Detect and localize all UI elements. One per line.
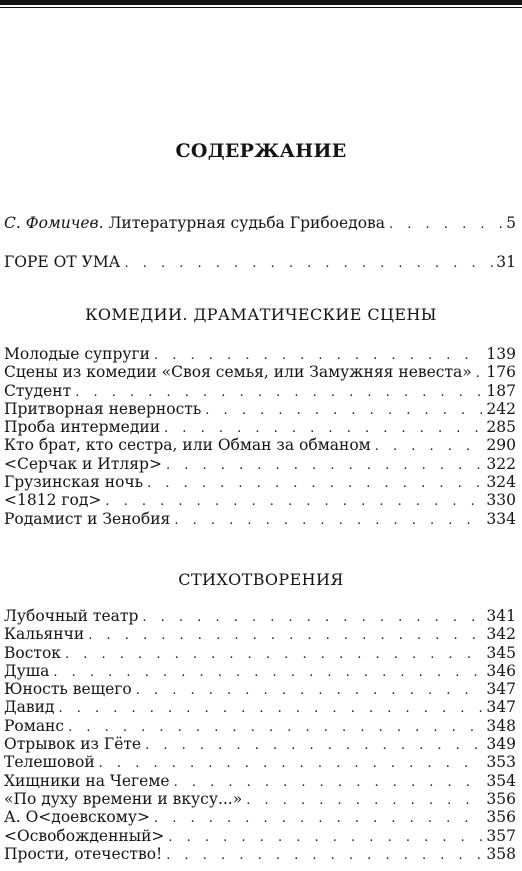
toc-leader-dots — [147, 475, 483, 493]
toc-leader-dots — [124, 253, 493, 275]
intro-list — [4, 212, 516, 234]
toc-page-number: 334 — [486, 509, 516, 528]
toc-entry[interactable] — [4, 698, 516, 716]
toc-page-number: 290 — [486, 436, 516, 455]
toc-entry[interactable] — [4, 345, 516, 363]
toc-entry[interactable] — [4, 644, 516, 662]
toc-entry-title: Кто брат, кто сестра, или Обман за обманом — [4, 436, 371, 455]
toc-page-number: 353 — [486, 753, 516, 772]
toc-page-number: 5 — [506, 214, 516, 232]
toc-entry[interactable] — [4, 418, 516, 436]
main-work-list — [4, 251, 516, 273]
toc-leader-dots — [168, 829, 483, 847]
section-title-comedies: КОМЕДИИ. ДРАМАТИЧЕСКИЕ СЦЕНЫ — [85, 305, 437, 324]
toc-page-number: 342 — [486, 625, 516, 644]
toc-entry-title: <Освобожденный> — [4, 826, 165, 845]
toc-entry[interactable] — [4, 753, 516, 771]
toc-entry[interactable] — [4, 772, 516, 790]
toc-page-number: 139 — [486, 345, 516, 363]
toc-page-number: 31 — [496, 253, 516, 271]
toc-entry-title: Юность вещего — [4, 680, 132, 699]
toc-page-number: 176 — [486, 363, 516, 382]
toc-entry-title — [4, 212, 385, 234]
toc-leader-dots — [166, 457, 483, 475]
toc-page-number: 345 — [486, 643, 516, 662]
toc-leader-dots — [375, 438, 484, 456]
toc-entry-author: С. Фомичев. — [4, 214, 104, 232]
section-list-poems — [4, 607, 516, 863]
toc-leader-dots — [476, 365, 484, 383]
toc-entry-title: Восток — [4, 643, 61, 662]
toc-entry[interactable] — [4, 808, 516, 826]
toc-leader-dots — [142, 609, 483, 627]
toc-entry-title: Притворная неверность — [4, 399, 202, 418]
toc-leader-dots — [246, 792, 483, 810]
toc-entry[interactable] — [4, 455, 516, 473]
toc-page-number: 330 — [486, 491, 516, 510]
toc-entry-title: Кальянчи — [4, 625, 85, 644]
toc-entry[interactable] — [4, 363, 516, 381]
toc-page-number: 356 — [486, 808, 516, 827]
toc-page-number: 324 — [486, 473, 516, 492]
toc-entry-title: Студент — [4, 381, 72, 400]
toc-leader-dots — [136, 682, 484, 700]
toc-entry-title: ГОРЕ ОТ УМА — [4, 253, 121, 271]
toc-entry-title: Грузинская ночь — [4, 473, 144, 492]
toc-entry-title: Сцены из комедии «Своя семья, или Замужняя невеста» — [4, 363, 472, 382]
toc-leader-dots — [154, 810, 483, 828]
toc-entry[interactable] — [4, 473, 516, 491]
page-title: СОДЕРЖАНИЕ — [175, 140, 347, 162]
toc-entry-title: Молодые супруги — [4, 345, 150, 363]
toc-page-number: 357 — [486, 826, 516, 845]
toc-entry[interactable] — [4, 845, 516, 863]
toc-entry-title: Романс — [4, 716, 65, 735]
toc-page-number: 349 — [486, 735, 516, 754]
toc-entry[interactable] — [4, 607, 516, 625]
toc-entry-title: Родамист и Зенобия — [4, 509, 171, 528]
header-rule-thick — [0, 0, 522, 5]
toc-leader-dots — [145, 737, 483, 755]
toc-entry-intro[interactable] — [4, 212, 516, 234]
toc-entry[interactable] — [4, 625, 516, 643]
toc-page-number: 358 — [486, 844, 516, 863]
toc-entry-title: Хищники на Чегеме — [4, 771, 170, 790]
toc-entry-main-work[interactable] — [4, 251, 516, 273]
toc-leader-dots — [166, 847, 483, 865]
toc-entry[interactable] — [4, 735, 516, 753]
toc-leader-dots — [58, 700, 483, 718]
toc-entry[interactable] — [4, 790, 516, 808]
toc-page-number: 187 — [486, 381, 516, 400]
toc-entry-title: <1812 год> — [4, 491, 102, 510]
toc-entry-title: Телешовой — [4, 753, 95, 772]
toc-entry-title: Прости, отечество! — [4, 844, 163, 863]
toc-entry-title-text: Литературная судьба Грибоедова — [108, 214, 386, 232]
toc-entry[interactable] — [4, 382, 516, 400]
toc-leader-dots — [88, 627, 483, 645]
section-list-comedies — [4, 345, 516, 528]
toc-page-number: 322 — [486, 454, 516, 473]
toc-entry-title: <Серчак и Итляр> — [4, 454, 162, 473]
toc-page-number: 347 — [486, 680, 516, 699]
toc-entry[interactable] — [4, 827, 516, 845]
toc-entry-title: Лубочный театр — [4, 607, 139, 625]
toc-entry-title: Отрывок из Гёте — [4, 735, 142, 754]
toc-entry[interactable] — [4, 491, 516, 509]
toc-entry-title: Душа — [4, 661, 50, 680]
toc-leader-dots — [389, 214, 503, 236]
toc-page-number: 348 — [486, 716, 516, 735]
toc-page-number: 242 — [486, 399, 516, 418]
toc-entry[interactable] — [4, 400, 516, 418]
toc-page-number: 346 — [486, 661, 516, 680]
toc-leader-dots — [174, 512, 483, 530]
toc-entry[interactable] — [4, 717, 516, 735]
header-rule-thin — [0, 7, 522, 8]
toc-entry[interactable] — [4, 436, 516, 454]
toc-page-number: 347 — [486, 698, 516, 717]
toc-page-number: 285 — [486, 418, 516, 437]
toc-leader-dots — [65, 646, 483, 664]
toc-entry-title: Давид — [4, 698, 55, 717]
toc-entry-title: «По духу времени и вкусу...» — [4, 789, 243, 808]
toc-entry[interactable] — [4, 662, 516, 680]
toc-page-number: 354 — [486, 771, 516, 790]
toc-entry-title: Проба интермедии — [4, 418, 161, 437]
section-title-poems: СТИХОТВОРЕНИЯ — [178, 570, 344, 589]
toc-leader-dots — [205, 402, 483, 420]
toc-page-number: 341 — [486, 607, 516, 625]
toc-entry[interactable] — [4, 680, 516, 698]
toc-entry-title: А. О<доевскому> — [4, 808, 150, 827]
toc-entry[interactable] — [4, 510, 516, 528]
toc-page-number: 356 — [486, 789, 516, 808]
